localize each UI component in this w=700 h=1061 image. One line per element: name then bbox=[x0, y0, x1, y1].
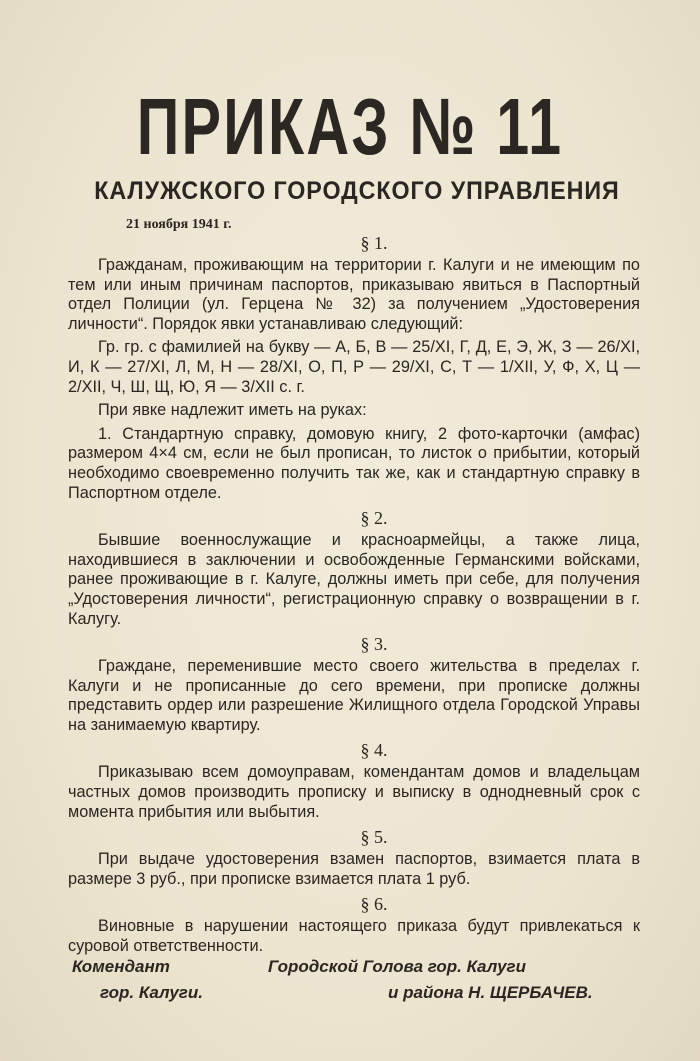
section-5-heading: § 5. bbox=[360, 827, 388, 848]
signature-commandant-line1: Комендант bbox=[72, 957, 170, 976]
signature-city-head-line2: и района Н. ЩЕРБАЧЕВ. bbox=[388, 983, 593, 1002]
signature-commandant-line2: гор. Калуги. bbox=[100, 983, 203, 1002]
section-1-paragraph: Гражданам, проживающим на территории г. Калуги и не имеющим по тем или иным причинам паспортов, приказываю явиться в Паспортный отдел Полиции (ул. Герцена № 32) за получением „Удостоверения личности“. Порядок явки устанавливаю следующий: bbox=[68, 256, 640, 333]
order-body bbox=[68, 232, 640, 961]
section-2-paragraph: Бывшие военнослужащие и красноармейцы, а также лица, находившиеся в заключении и освобожденные Германскими войсками, ранее проживающие в г. Калуге, должны иметь при себе, для получения „Удостоверения личности“, регистрационную справку о возвращении в г. Калугу. bbox=[68, 531, 640, 628]
section-1-schedule: Гр. гр. с фамилией на букву — А, Б, В — 25/XI, Г, Д, Е, Э, Ж, З — 26/XI, И, К — 27/XI, Л, М, Н — 28/XI, О, П, Р — 29/XI, С, Т — 1/XII, У, Ф, Х, Ц — 2/XII, Ч, Ш, Щ, Ю, Я — 3/XII с. г. bbox=[68, 338, 640, 396]
section-4-heading: § 4. bbox=[360, 740, 388, 761]
section-1-requirements-intro: При явке надлежит иметь на руках: bbox=[98, 401, 367, 420]
section-2-heading: § 2. bbox=[360, 508, 388, 529]
section-3-heading: § 3. bbox=[360, 634, 388, 655]
section-3-paragraph: Граждане, переменившие место своего жительства в пределах г. Калуги и не прописанные до сего времени, при прописке должны представить ордер или разрешение Жилищного отдела Городской Управы на занимаемую квартиру. bbox=[68, 657, 640, 734]
order-title: ПРИКАЗ № 11 bbox=[136, 82, 564, 171]
order-date: 21 ноября 1941 г. bbox=[126, 217, 232, 232]
section-6-heading: § 6. bbox=[360, 894, 388, 915]
order-subtitle: КАЛУЖСКОГО ГОРОДСКОГО УПРАВЛЕНИЯ bbox=[94, 177, 620, 205]
section-5-paragraph: При выдаче удостоверения взамен паспортов, взимается плата в размере 3 руб., при прописке взимается плата 1 руб. bbox=[68, 850, 640, 888]
section-6-paragraph: Виновные в нарушении настоящего приказа будут привлекаться к суровой ответственности. bbox=[68, 917, 640, 956]
signature-commandant bbox=[72, 954, 203, 1006]
signature-city-head bbox=[268, 954, 593, 1006]
section-1-requirements-item: 1. Стандартную справку, домовую книгу, 2 фото-карточки (амфас) размером 4×4 см, если не был прописан, то листок о прибытии, который необходимо своевременно получить так же, как и стандартную справку в Паспортном отделе. bbox=[68, 424, 640, 502]
section-1-heading: § 1. bbox=[360, 233, 388, 253]
signature-city-head-line1: Городской Голова гор. Калуги bbox=[268, 957, 526, 976]
section-4-paragraph: Приказываю всем домоуправам, комендантам домов и владельцам частных домов производить прописку и выписку в однодневный срок с момента прибытия или выбытия. bbox=[68, 763, 640, 821]
